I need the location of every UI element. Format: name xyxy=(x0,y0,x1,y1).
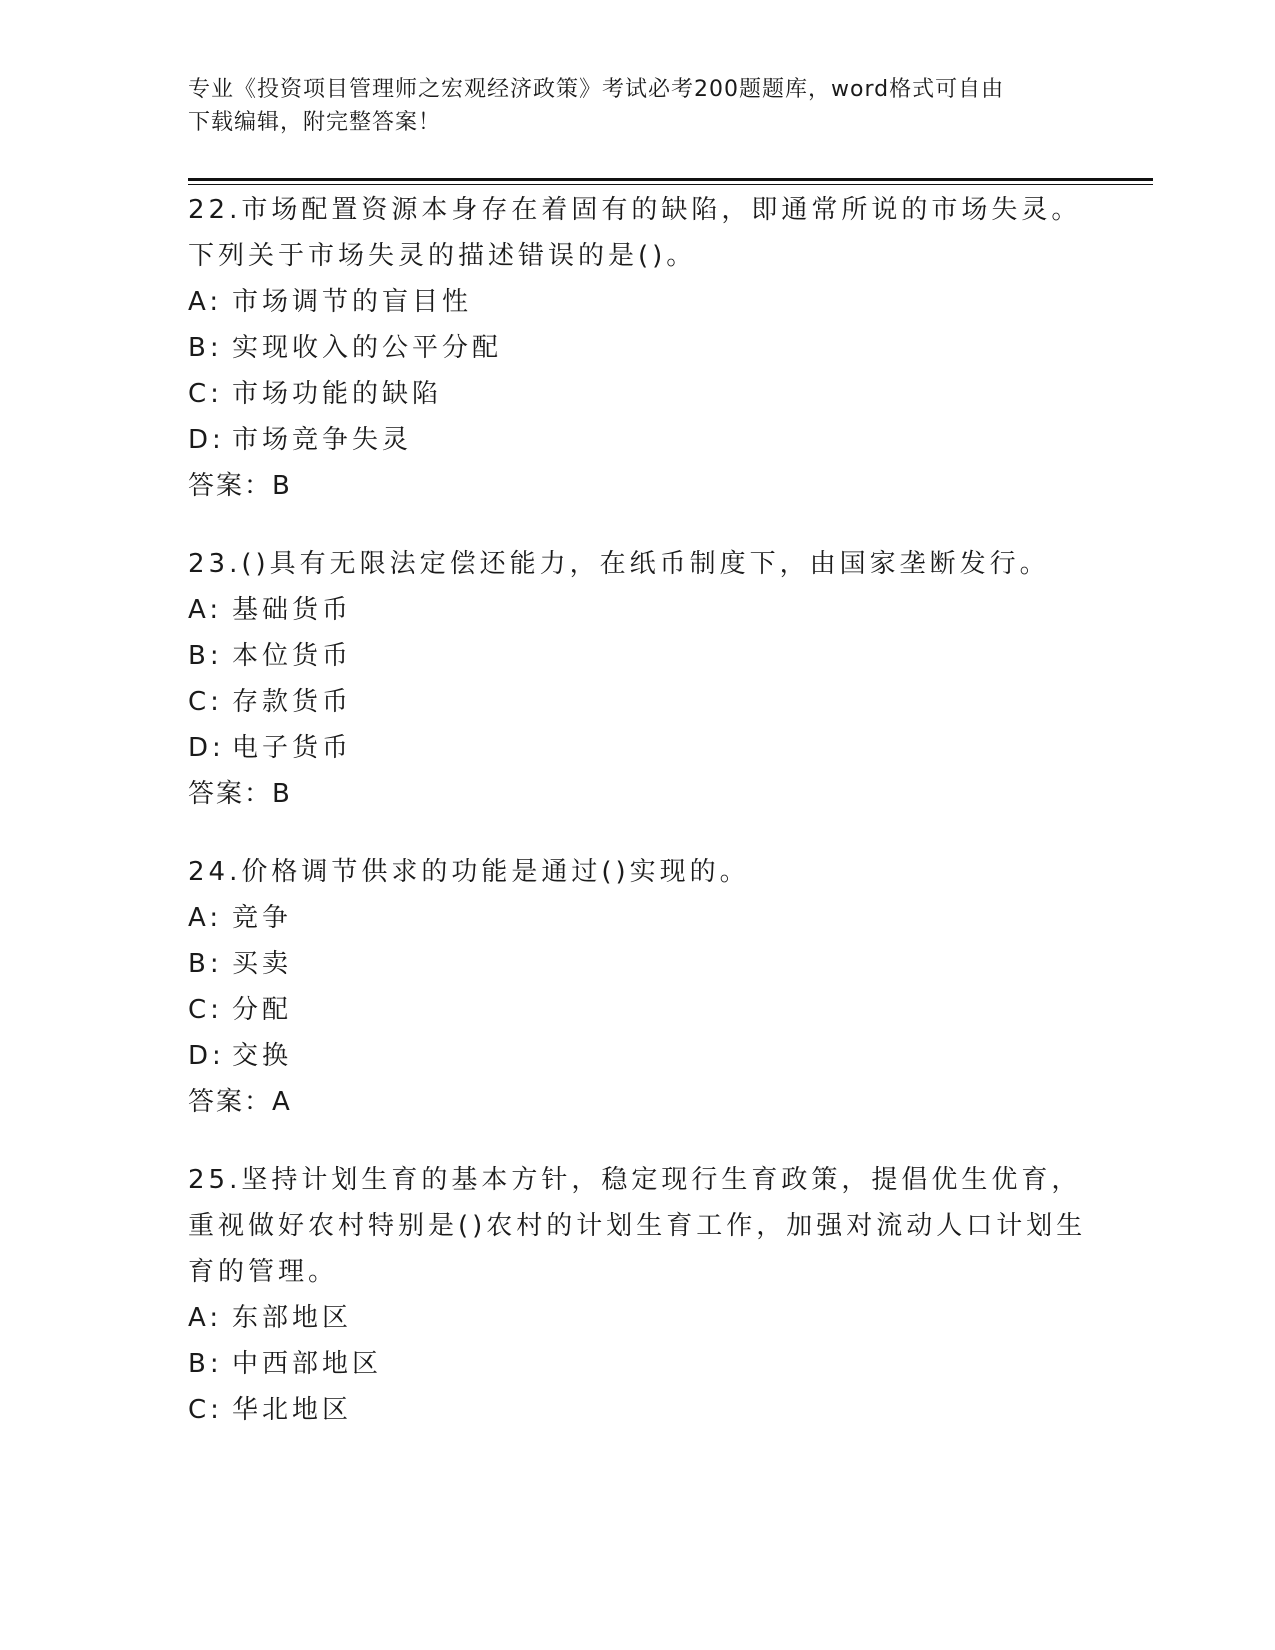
option-text: 买卖 xyxy=(232,949,293,979)
option-d xyxy=(188,725,1088,771)
option-a xyxy=(188,279,1088,325)
option-a xyxy=(188,1295,1088,1341)
option-letter: D: xyxy=(188,733,225,763)
option-a xyxy=(188,587,1088,633)
option-a xyxy=(188,895,1088,941)
option-text: 竞争 xyxy=(232,903,293,933)
option-letter: C: xyxy=(188,1395,223,1425)
option-text: 实现收入的公平分配 xyxy=(232,333,503,363)
question-text: 22.市场配置资源本身存在着固有的缺陷，即通常所说的市场失灵。下列关于市场失灵的描述错误的是()。 xyxy=(188,195,1082,271)
option-letter: A: xyxy=(188,595,223,625)
option-b xyxy=(188,1341,1088,1387)
option-text: 交换 xyxy=(232,1041,293,1071)
option-text: 市场功能的缺陷 xyxy=(232,379,443,409)
option-text: 市场竞争失灵 xyxy=(232,425,413,455)
option-text: 基础货币 xyxy=(232,595,353,625)
option-letter: B: xyxy=(188,333,223,363)
option-c xyxy=(188,679,1088,725)
option-b xyxy=(188,633,1088,679)
option-text: 存款货币 xyxy=(232,687,353,717)
option-letter: C: xyxy=(188,687,223,717)
question-list xyxy=(188,187,1088,1465)
question-text: 23.()具有无限法定偿还能力，在纸币制度下，由国家垄断发行。 xyxy=(188,549,1050,579)
option-c xyxy=(188,1387,1088,1433)
option-b xyxy=(188,325,1088,371)
question-24 xyxy=(188,849,1088,1125)
answer-line: 答案：A xyxy=(188,1087,292,1117)
option-c xyxy=(188,987,1088,1033)
option-letter: A: xyxy=(188,287,223,317)
question-text: 24.价格调节供求的功能是通过()实现的。 xyxy=(188,857,750,887)
option-letter: A: xyxy=(188,1303,223,1333)
header-divider-thick xyxy=(188,178,1153,181)
option-b xyxy=(188,941,1088,987)
option-letter: A: xyxy=(188,903,223,933)
option-d xyxy=(188,1033,1088,1079)
document-header xyxy=(188,73,1088,139)
option-text: 华北地区 xyxy=(232,1395,353,1425)
option-text: 中西部地区 xyxy=(232,1349,383,1379)
option-letter: B: xyxy=(188,949,223,979)
option-letter: C: xyxy=(188,379,223,409)
answer-line: 答案：B xyxy=(188,471,292,501)
answer-line: 答案：B xyxy=(188,779,292,809)
option-letter: D: xyxy=(188,1041,225,1071)
option-c xyxy=(188,371,1088,417)
option-text: 东部地区 xyxy=(232,1303,353,1333)
option-text: 分配 xyxy=(232,995,293,1025)
question-25 xyxy=(188,1157,1088,1433)
option-d xyxy=(188,417,1088,463)
option-text: 本位货币 xyxy=(232,641,353,671)
header-divider-thin xyxy=(188,184,1153,185)
header-line-2: 下载编辑，附完整答案！ xyxy=(188,110,442,135)
option-letter: B: xyxy=(188,641,223,671)
header-line-1: 专业《投资项目管理师之宏观经济政策》考试必考200题题库，word格式可自由 xyxy=(188,77,1005,102)
option-letter: C: xyxy=(188,995,223,1025)
option-text: 市场调节的盲目性 xyxy=(232,287,473,317)
question-23 xyxy=(188,541,1088,817)
option-letter: B: xyxy=(188,1349,223,1379)
option-letter: D: xyxy=(188,425,225,455)
question-22 xyxy=(188,187,1088,509)
option-text: 电子货币 xyxy=(232,733,353,763)
question-text: 25.坚持计划生育的基本方针，稳定现行生育政策，提倡优生优育，重视做好农村特别是()农村的计划生育工作，加强对流动人口计划生育的管理。 xyxy=(188,1165,1087,1287)
